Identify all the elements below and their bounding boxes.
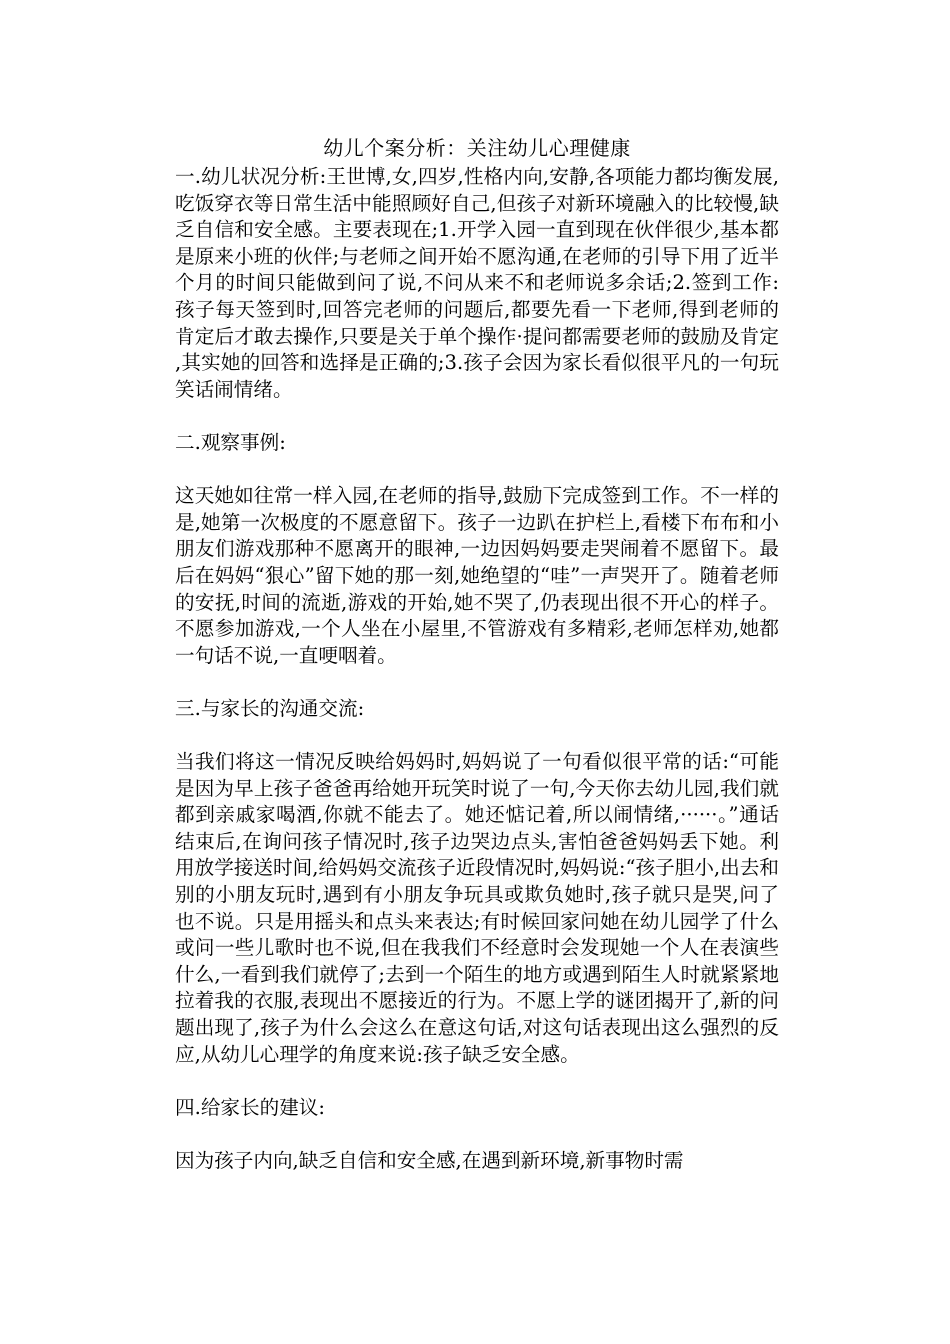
section-3-paragraph: 当我们将这一情况反映给妈妈时,妈妈说了一句看似很平常的话:“可能是因为早上孩子爸爸再给她开玩笑时说了一句,今天你去幼儿园,我们就都到亲戚家喝酒,你就不能去了。她还惦记着,所以闹情绪,······。”通话结束后,在询问孩子情况时,孩子边哭边点头,害怕爸爸妈妈丢下她。利用放学接送时间,给妈妈交流孩子近段情况时,妈妈说:“孩子胆小,出去和别的小朋友玩时,遇到有小朋友争玩具或欺负她时,孩子就只是哭,问了也不说。只是用摇头和点头来表达;有时候回家问她在幼儿园学了什么或问一些儿歌时也不说,但在我我们不经意时会发现她一个人在表演些什么,一看到我们就停了;去到一个陌生的地方或遇到陌生人时就紧紧地拉着我的衣服,表现出不愿接近的行为。不愿上学的谜团揭开了,新的问题出现了,孩子为什么会这么在意这句话,对这句话表现出这么强烈的反应,从幼儿心理学的角度来说:孩子缺乏安全感。 [175, 750, 779, 1066]
section-2-paragraph: 这天她如往常一样入园,在老师的指导,鼓励下完成签到工作。不一样的是,她第一次极度的不愿意留下。孩子一边趴在护栏上,看楼下布布和小朋友们游戏那种不愿离开的眼神,一边因妈妈要走哭闹着不愿留下。最后在妈妈“狠心”留下她的那一刻,她绝望的“哇”一声哭开了。随着老师的安抚,时间的流逝,游戏的开始,她不哭了,仍表现出很不开心的样子。不愿参加游戏,一个人坐在小屋里,不管游戏有多精彩,老师怎样劝,她都一句话不说,一直哽咽着。 [175, 484, 779, 667]
document-body [175, 132, 779, 1175]
section-3-heading: 三.与家长的沟通交流: [175, 696, 365, 720]
paragraph-spacer [175, 457, 779, 484]
section-4-paragraph: 因为孩子内向,缺乏自信和安全感,在遇到新环境,新事物时需 [175, 1148, 684, 1172]
paragraph-spacer [175, 722, 779, 749]
paragraph-spacer [175, 1121, 779, 1148]
section-4-heading: 四.给家长的建议: [175, 1095, 325, 1119]
paragraph-spacer [175, 669, 779, 696]
section-2-heading: 二.观察事例: [175, 430, 286, 454]
paragraph-spacer [175, 403, 779, 430]
document-title: 幼儿个案分析：关注幼儿心理健康 [323, 136, 631, 160]
section-1-paragraph: 一.幼儿状况分析:王世博,女,四岁,性格内向,安静,各项能力都均衡发展,吃饭穿衣等日常生活中能照顾好自己,但孩子对新环境融入的比较慢,缺乏自信和安全感。主要表现在;1.开学入园一直到现在伙伴很少,基本都是原来小班的伙伴;与老师之间开始不愿沟通,在老师的引导下用了近半个月的时间只能做到问了说,不问从来不和老师说多余话;2.签到工作:孩子每天签到时,回答完老师的问题后,都要先看一下老师,得到老师的肯定后才敢去操作,只要是关于单个操作·提问都需要老师的鼓励及肯定,其实她的回答和选择是正确的;3.孩子会因为家长看似很平凡的一句玩笑话闹情绪。 [175, 165, 779, 401]
paragraph-spacer [175, 1068, 779, 1095]
